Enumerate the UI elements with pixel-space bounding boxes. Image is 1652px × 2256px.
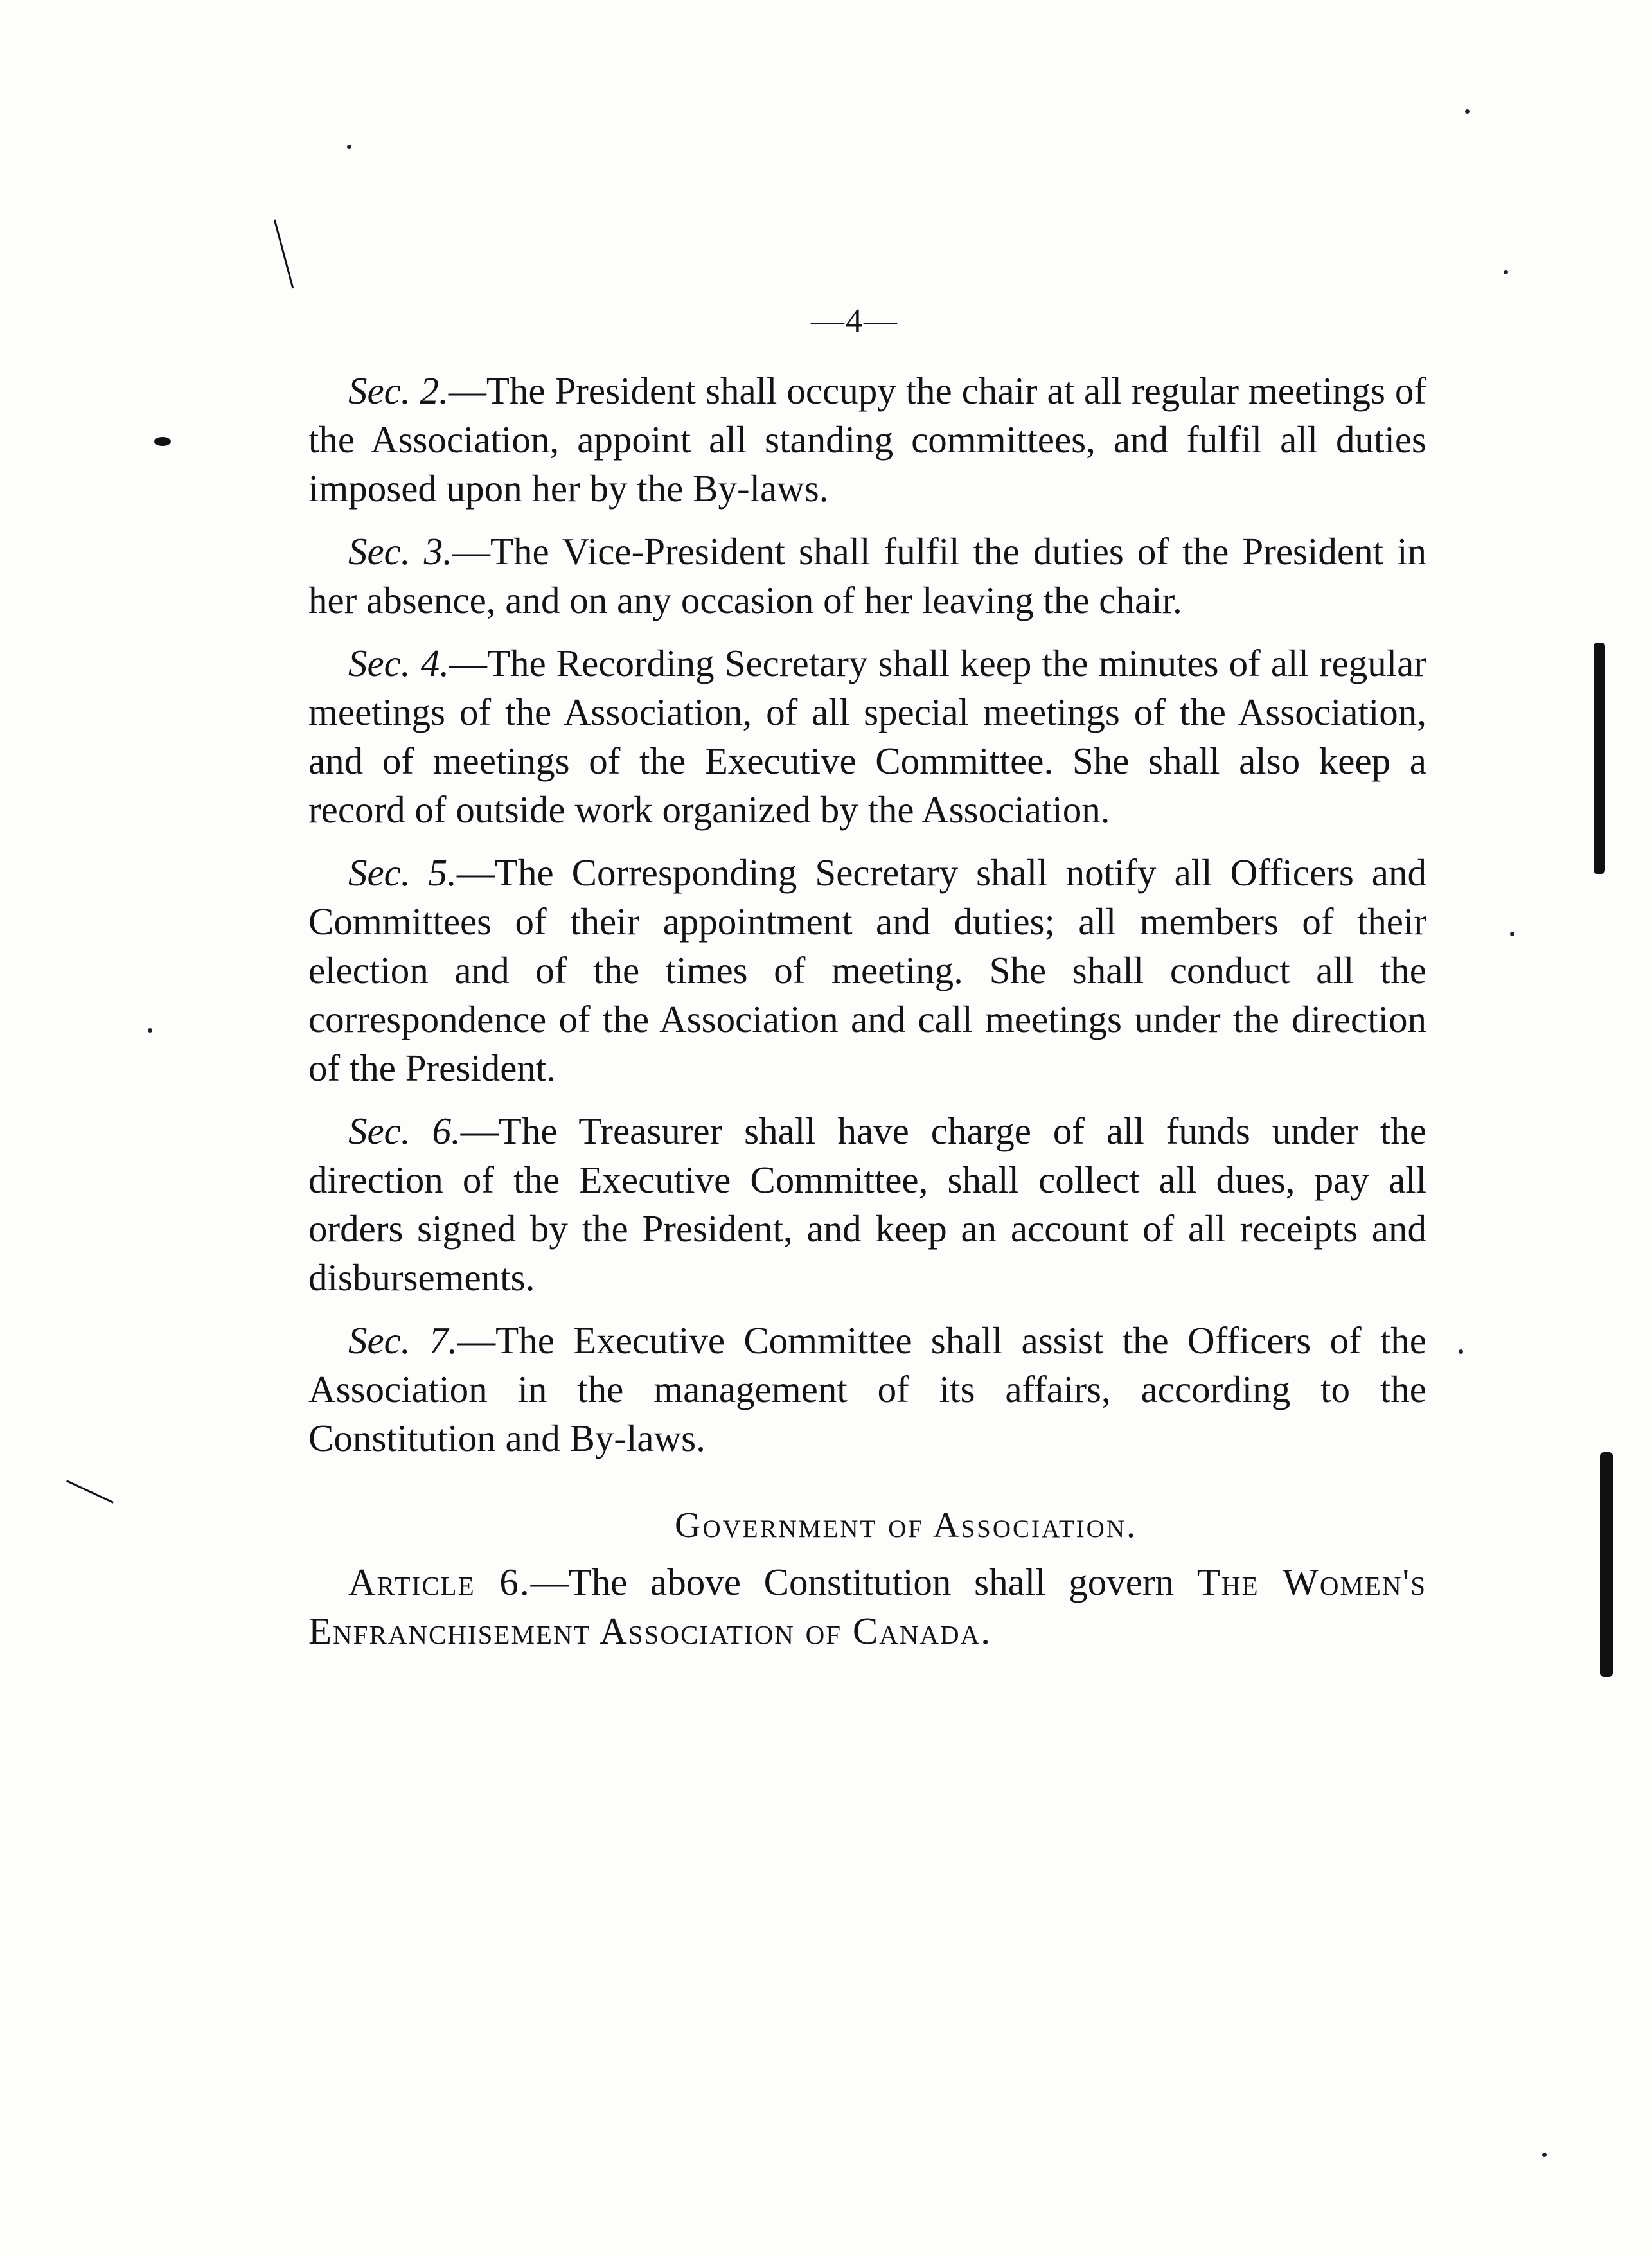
section-text: —The Corresponding Secretary shall notify all Officers and Committees of their appointment and duties; all members of their election and of the times of meeting. She shall conduct all the correspondence of the Association and call meetings under the direction of the President.: [308, 851, 1426, 1089]
scan-mark-left-1: [154, 437, 171, 446]
article-text: —The above Constitution shall govern: [530, 1561, 1197, 1603]
section-text: —The Vice-President shall fulfil the duties of the President in her absence, and on any occasion of her leaving the chair.: [308, 530, 1426, 621]
section-text: —The Treasurer shall have charge of all funds under the direction of the Executive Committee, shall collect all dues, pay all orders signed by the President, and keep an account of all receipts and disbursements.: [308, 1110, 1427, 1299]
article-6: [308, 1558, 1426, 1655]
section-label: Sec. 7.: [348, 1319, 458, 1362]
scan-speck-4: [1510, 932, 1514, 936]
section-5: [308, 848, 1426, 1092]
section-label: Sec. 5.: [348, 851, 457, 894]
scan-mark-left-3: [274, 219, 294, 288]
scan-speck-3: [1504, 270, 1508, 274]
scan-speck-6: [1542, 2153, 1547, 2157]
section-7: [308, 1316, 1426, 1462]
scan-speck-1: [1465, 109, 1470, 114]
scan-mark-right-1: [1594, 643, 1605, 874]
article-label: Article 6.: [348, 1561, 531, 1603]
section-label: Sec. 2.: [348, 369, 449, 412]
section-label: Sec. 4.: [348, 642, 449, 684]
document-body: [308, 366, 1426, 1655]
section-label: Sec. 6.: [348, 1110, 461, 1152]
section-3: [308, 527, 1426, 625]
section-4: [308, 639, 1426, 834]
section-text: —The Recording Secretary shall keep the minutes of all regular meetings of the Association, of all special meetings of the Association, and of meetings of the Executive Committee. She shall also keep a record of outside work organized by the Association.: [308, 642, 1426, 831]
scan-speck-2: [347, 145, 351, 149]
scan-mark-left-2: [66, 1480, 114, 1504]
section-2: [308, 366, 1426, 513]
section-label: Sec. 3.: [348, 530, 453, 573]
section-6: [308, 1106, 1426, 1302]
section-text: —The President shall occupy the chair at all regular meetings of the Association, appoint all standing committees, and fulfil all duties imposed upon her by the By-laws.: [308, 369, 1427, 510]
scan-mark-right-2: [1600, 1452, 1613, 1677]
section-text: —The Executive Committee shall assist the Officers of the Association in the management of its affairs, according to the Constitution and By-laws.: [308, 1319, 1426, 1459]
scan-speck-7: [148, 1028, 152, 1033]
scan-speck-5: [1459, 1349, 1463, 1354]
association-name: The Women's Enfranchisement Association of Canada.: [308, 1561, 1426, 1652]
government-heading: Government of Association.: [675, 1505, 1137, 1545]
page-number: —4—: [811, 303, 898, 339]
